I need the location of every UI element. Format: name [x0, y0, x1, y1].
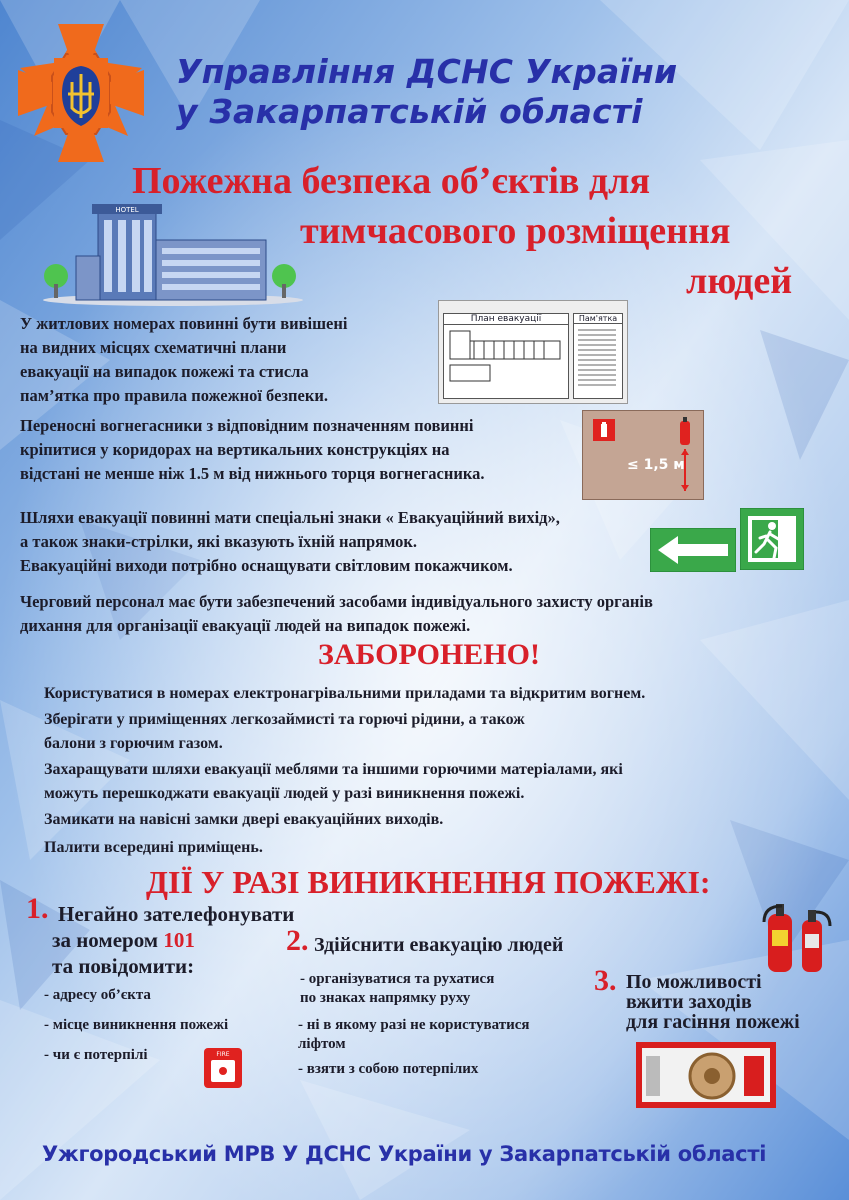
step1-bullet: - місце виникнення пожежі: [44, 1017, 229, 1033]
hotel-sign: HOTEL: [115, 206, 139, 214]
step2-bullet: - організуватися та рухатися по знаках напрямку руху: [300, 971, 495, 1006]
step3-head: По можливості вжити заходів для гасіння пожежі: [626, 971, 800, 1033]
footer-org-name: Ужгородський МРВ У ДСНС України у Закарпатській області: [42, 1142, 767, 1166]
evacuation-plan-card: [438, 300, 628, 404]
forbidden-item: Користуватися в номерах електронагрівальними приладами та відкритим вогнем.: [44, 685, 646, 702]
fire-sign-icon: [593, 419, 615, 441]
org-name-line2: у Закарпатській області: [176, 92, 643, 131]
page-title-line1: Пожежна безпека об’єктів для: [132, 160, 651, 202]
step1-bullet: - адресу об’єкта: [44, 987, 151, 1003]
alarm-label: FIRE: [216, 1051, 230, 1058]
fire-alarm-button-icon: [204, 1048, 242, 1088]
floor-plan-icon: [444, 325, 566, 391]
extinguisher-mounting-card: [582, 410, 704, 500]
step2-head: Здійснити евакуацію людей: [314, 934, 564, 956]
hotel-building-icon: [40, 196, 306, 308]
fire-extinguisher-icon: [760, 896, 834, 976]
arrow-left-sign-icon: [650, 528, 736, 572]
evacuation-plan-sheet: [443, 313, 569, 399]
dsns-emblem-icon: [18, 24, 144, 162]
memo-sheet: [573, 313, 623, 399]
fire-hose-cabinet-icon: [636, 1042, 776, 1108]
step1-number: 1.: [26, 892, 49, 925]
page-title-line3: людей: [686, 260, 793, 302]
step1-head-line3: та повідомити:: [52, 954, 195, 978]
alarm-panel: [211, 1060, 235, 1082]
forbidden-item: Зберігати у приміщеннях легкозаймисті та горючі рідини, а також балони з горючим газом.: [44, 711, 525, 752]
emergency-phone: 101: [163, 928, 195, 952]
extinguisher-height-icon: [677, 415, 693, 495]
forbidden-title: ЗАБОРОНЕНО!: [318, 638, 540, 671]
step1-head-line1: Негайно зателефонувати: [58, 902, 295, 926]
step1-phone-prefix: за номером: [52, 928, 164, 952]
exit-running-man-icon: [740, 508, 804, 570]
paragraph-staff-ppe: Черговий персонал має бути забезпечений засобами індивідуального захисту органів дихання для організації евакуації людей на випадок пожежі.: [20, 592, 653, 635]
actions-title: ДІЇ У РАЗІ ВИНИКНЕННЯ ПОЖЕЖІ:: [146, 864, 711, 900]
forbidden-item: Палити всередині приміщень.: [44, 839, 263, 856]
alarm-dot: [219, 1067, 227, 1075]
memo-label: Пам'ятка: [574, 314, 622, 324]
plan-label: План евакуації: [444, 314, 568, 325]
paragraph-evac-plans: У житлових номерах повинні бути вивішені на видних місцях схематичні плани евакуації на випадок пожежі та стисла пам’ятка про правила пожежної безпеки.: [20, 314, 348, 405]
distance-label: ≤ 1,5 м: [627, 457, 685, 473]
step2-number: 2.: [286, 924, 309, 957]
step1-bullet: - чи є потерпілі: [44, 1047, 148, 1063]
step3-number: 3.: [594, 964, 617, 997]
paragraph-exit-signs: Шляхи евакуації повинні мати спеціальні знаки « Евакуаційний вихід», а також знаки-стрілки, які вказують їхній напрямок. Евакуаційні виходи потрібно оснащувати світловим покажчиком.: [20, 508, 560, 575]
org-name-line1: Управління ДСНС України: [176, 52, 678, 91]
paragraph-extinguishers: Переносні вогнегасники з відповідним позначенням повинні кріпитися у коридорах на вертикальних конструкціях на відстані не менше ніж 1.5 м від нижнього торця вогнегасника.: [20, 416, 485, 483]
memo-lines-icon: [574, 324, 620, 394]
forbidden-item: Захаращувати шляхи евакуації меблями та іншими горючими матеріалами, які можуть перешкоджати евакуації людей у разі виникнення пожежі.: [44, 761, 623, 802]
step2-bullet: - ні в якому разі не користуватися ліфтом: [298, 1017, 530, 1052]
page-title-line2: тимчасового розміщення: [300, 210, 731, 252]
step2-bullet: - взяти з собою потерпілих: [298, 1061, 479, 1077]
forbidden-item: Замикати на навісні замки двері евакуаційних виходів.: [44, 811, 444, 828]
step1-head-line2: [52, 928, 195, 953]
